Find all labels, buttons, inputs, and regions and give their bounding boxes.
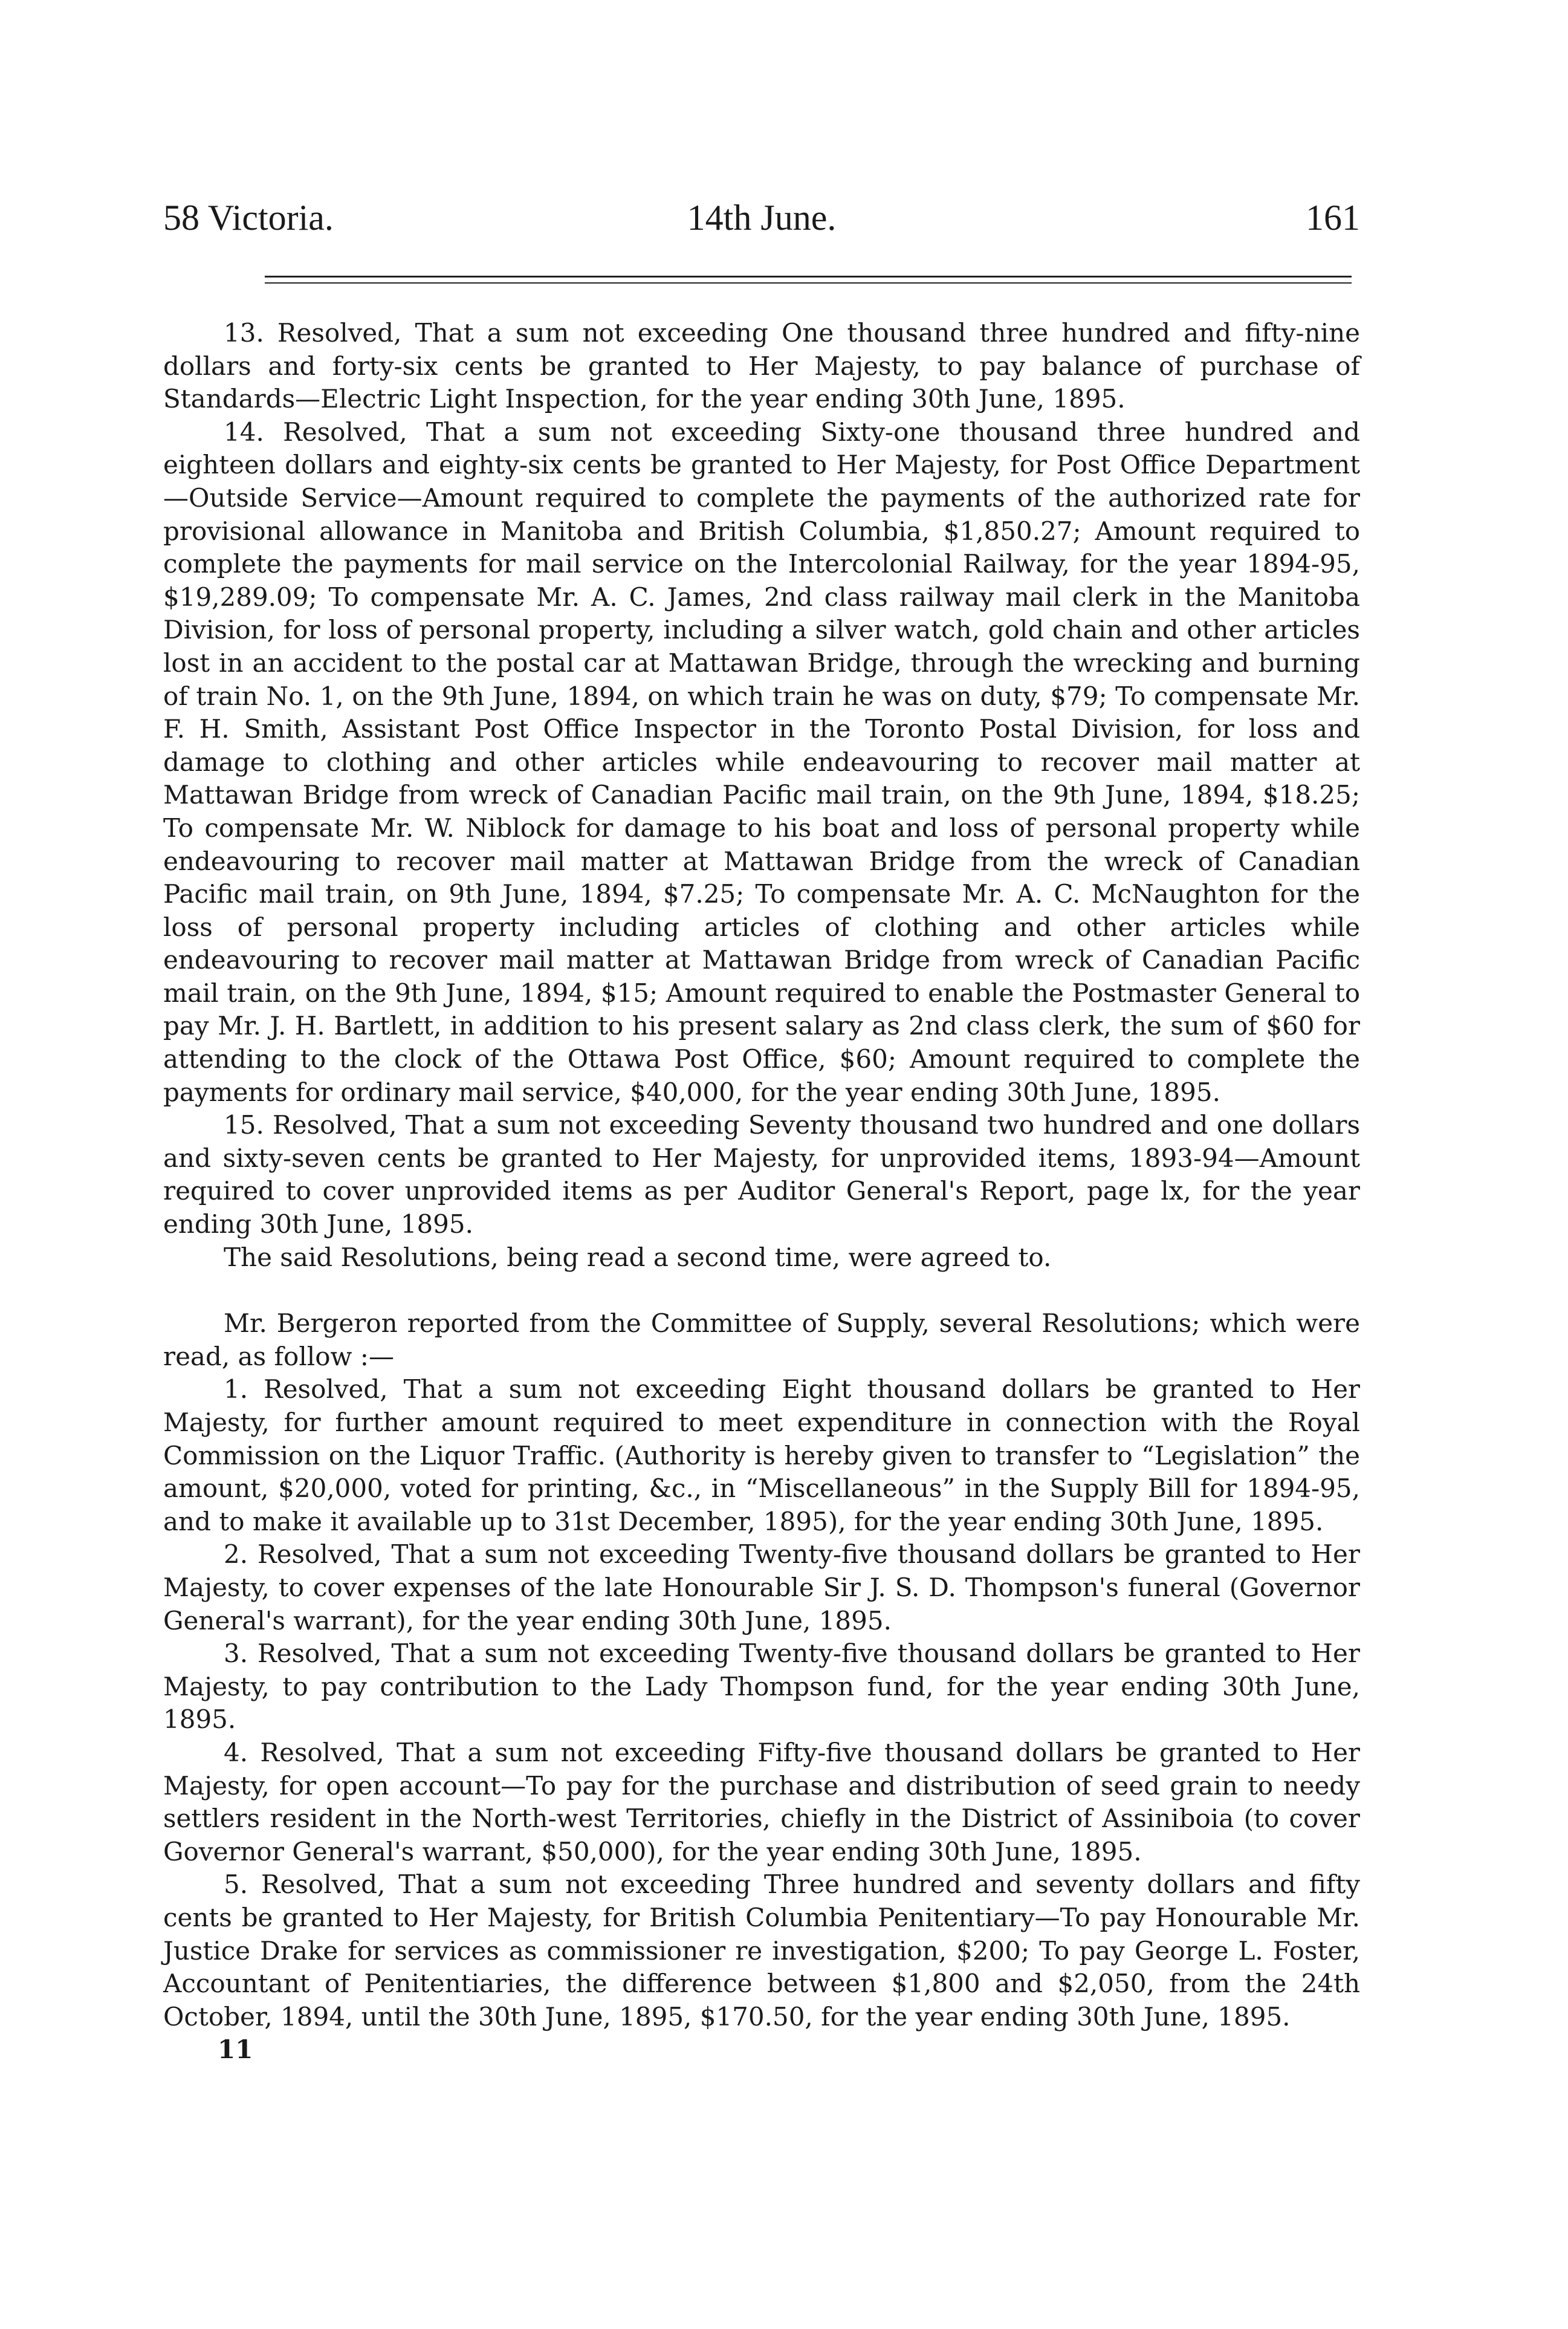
signature-mark: 11 <box>218 2035 253 2065</box>
committee-report-intro: Mr. Bergeron reported from the Committee of Supply, several Resolutions; which were read, as follow :— <box>163 1308 1360 1371</box>
document-page <box>163 181 1360 2067</box>
header-regnal-year: 58 Victoria. <box>163 198 334 238</box>
resolution-3: 3. Resolved, That a sum not exceeding Twenty-five thousand dollars be granted to Her Majesty, to pay contribution to the Lady Thompson fund, for the year ending 30th June, 1895. <box>163 1639 1360 1735</box>
header-rule <box>265 276 1352 278</box>
resolution-5: 5. Resolved, That a sum not exceeding Three hundred and seventy dollars and fifty cents be granted to Her Majesty, for British Columbia Penitentiary—To pay Honourable Mr. Justice Drake for services as commissioner re investigation, $200; To pay George L. Foster, Accountant of Penitentiaries, the difference between $1,800 and $2,050, from the 24th October, 1894, until the 30th June, 1895, $170.50, for the year ending 30th June, 1895. <box>163 1869 1360 2032</box>
resolution-1: 1. Resolved, That a sum not exceeding Eight thousand dollars be granted to Her Majesty, for further amount required to meet expenditure in connection with the Royal Commission on the Liquor Traffic. (Authority is hereby given to transfer to “Legislation” the amount, $20,000, voted for printing, &c., in “Miscellaneous” in the Supply Bill for 1894-95, and to make it available up to 31st December, 1895), for the year ending 30th June, 1895. <box>163 1374 1360 1536</box>
body-text <box>163 317 1360 2067</box>
header-rule-lower <box>265 282 1352 284</box>
resolution-14: 14. Resolved, That a sum not exceeding Sixty-one thousand three hundred and eighteen dollars and eighty-six cents be granted to Her Majesty, for Post Office Department—Outside Service—Amount required to complete the payments of the authorized rate for provisional allowance in Manitoba and British Columbia, $1,850.27; Amount required to complete the payments for mail service on the Intercolonial Railway, for the year 1894-95, $19,289.09; To compensate Mr. A. C. James, 2nd class railway mail clerk in the Manitoba Division, for loss of personal property, including a silver watch, gold chain and other articles lost in an accident to the postal car at Mattawan Bridge, through the wrecking and burning of train No. 1, on the 9th June, 1894, on which train he was on duty, $79; To compensate Mr. F. H. Smith, Assistant Post Office Inspector in the Toronto Postal Division, for loss and damage to clothing and other articles while endeavouring to recover mail matter at Mattawan Bridge from wreck of Canadian Pacific mail train, on the 9th June, 1894, $18.25; To compensate Mr. W. Niblock for damage to his boat and loss of personal property while endeavouring to recover mail matter at Mattawan Bridge from the wreck of Canadian Pacific mail train, on 9th June, 1894, $7.25; To compensate Mr. A. C. McNaughton for the loss of personal property including articles of clothing and other articles while endeavouring to recover mail matter at Mattawan Bridge from wreck of Canadian Pacific mail train, on the 9th June, 1894, $15; Amount required to enable the Postmaster General to pay Mr. J. H. Bartlett, in addition to his present salary as 2nd class clerk, the sum of $60 for attending to the clock of the Ottawa Post Office, $60; Amount required to complete the payments for ordinary mail service, $40,000, for the year ending 30th June, 1895. <box>163 417 1360 1107</box>
header-date: 14th June. <box>687 198 837 238</box>
resolution-2: 2. Resolved, That a sum not exceeding Twenty-five thousand dollars be granted to Her Majesty, to cover expenses of the late Honourable Sir J. S. D. Thompson's funeral (Governor General's warrant), for the year ending 30th June, 1895. <box>163 1539 1360 1635</box>
page-number: 161 <box>1306 198 1360 238</box>
resolutions-agreed-note: The said Resolutions, being read a second time, were agreed to. <box>224 1242 1052 1272</box>
section-gap <box>163 1274 1360 1307</box>
resolution-4: 4. Resolved, That a sum not exceeding Fifty-five thousand dollars be granted to Her Majesty, for open account—To pay for the purchase and distribution of seed grain to needy settlers resident in the North-west Territories, chiefly in the District of Assiniboia (to cover Governor General's warrant, $50,000), for the year ending 30th June, 1895. <box>163 1737 1360 1866</box>
resolution-15: 15. Resolved, That a sum not exceeding Seventy thousand two hundred and one dollars and sixty-seven cents be granted to Her Majesty, for unprovided items, 1893-94—Amount required to cover unprovided items as per Auditor General's Report, page lx, for the year ending 30th June, 1895. <box>163 1110 1360 1239</box>
running-header <box>163 181 1360 254</box>
resolution-13: 13. Resolved, That a sum not exceeding One thousand three hundred and fifty-nine dollars and forty-six cents be granted to Her Majesty, to pay balance of purchase of Standards—Electric Light Inspection, for the year ending 30th June, 1895. <box>163 318 1360 414</box>
